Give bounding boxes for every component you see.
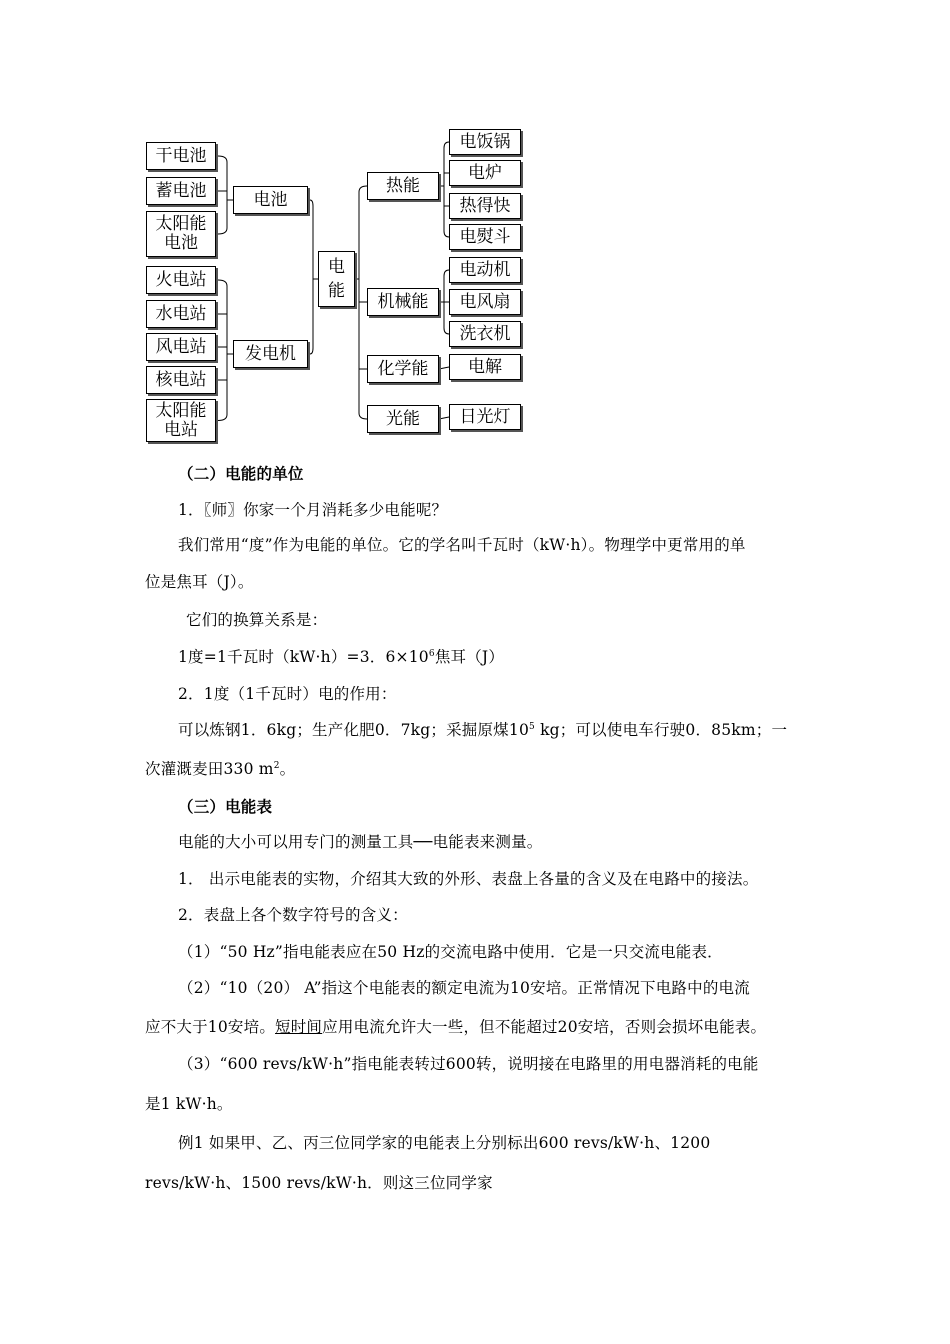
use-group-box: 光能 — [367, 405, 439, 433]
text-run: 可以炼钢1．6kg；生产化肥0．7kg；采掘原煤10 — [178, 721, 529, 739]
exponent: 6 — [428, 649, 435, 659]
use-group-box: 机械能 — [367, 288, 439, 316]
section-3-heading: （三）电能表 — [178, 797, 273, 816]
center-node-box: 电 能 — [318, 251, 355, 307]
paragraph: 2．表盘上各个数字符号的含义： — [178, 906, 408, 924]
bracket-line — [218, 156, 227, 234]
formula-text: 焦耳（J） — [434, 648, 505, 666]
paragraph: 1．〖师〗你家一个月消耗多少电能呢？ — [178, 501, 448, 519]
source-item-box: 太阳能 电池 — [146, 211, 216, 257]
exponent: 2 — [273, 761, 280, 771]
use-item-box: 电风扇 — [449, 289, 521, 315]
use-item-box: 电动机 — [449, 257, 521, 283]
paragraph: （3）“600 revs/kW·h”指电能表转过600转，说明接在电路里的用电器消耗的电能 — [178, 1055, 759, 1073]
use-item-box: 电熨斗 — [449, 224, 521, 250]
use-group-box: 化学能 — [367, 355, 439, 383]
paragraph: 是1 kW·h。 — [145, 1095, 233, 1113]
source-item-box: 风电站 — [146, 333, 216, 361]
text-run: 应不大于10安培。 — [145, 1018, 276, 1036]
text-run: kg；可以使电车行驶0．85km；一 — [534, 721, 788, 739]
use-group-box: 热能 — [367, 172, 439, 200]
formula-text: 1度=1千瓦时（kW·h）=3．6×10 — [178, 648, 429, 666]
paragraph: revs/kW·h、1500 revs/kW·h．则这三位同学家 — [145, 1174, 493, 1192]
text-run: 。 — [279, 760, 296, 778]
source-item-box: 太阳能 电站 — [146, 399, 216, 442]
source-item-box: 蓄电池 — [146, 177, 216, 205]
text-run: 应用电流允许大一些，但不能超过20安培，否则会损坏电能表。 — [322, 1018, 767, 1036]
use-item-box: 电解 — [449, 354, 521, 380]
paragraph-line — [178, 718, 787, 740]
paragraph-line — [145, 757, 295, 779]
bracket-line — [439, 367, 449, 369]
paragraph: 2．1度（1千瓦时）电的作用： — [178, 685, 397, 703]
underlined-text: 短时间 — [275, 1018, 323, 1036]
use-item-box: 热得快 — [449, 193, 521, 219]
paragraph: 它们的换算关系是： — [186, 611, 328, 629]
section-2-heading: （二）电能的单位 — [178, 464, 304, 483]
source-group-box: 发电机 — [233, 340, 308, 368]
formula-line — [178, 645, 504, 667]
paragraph: 例1 如果甲、乙、丙三位同学家的电能表上分别标出600 revs/kW·h、1200 — [178, 1134, 711, 1152]
use-item-box: 电炉 — [449, 160, 521, 186]
paragraph-line — [145, 1015, 766, 1037]
source-item-box: 干电池 — [146, 142, 216, 170]
use-item-box: 日光灯 — [449, 404, 521, 430]
use-item-box: 电饭锅 — [449, 129, 521, 155]
paragraph: 位是焦耳（J）。 — [145, 573, 254, 591]
paragraph: 电能的大小可以用专门的测量工具──电能表来测量。 — [178, 833, 543, 851]
exponent: 5 — [529, 722, 535, 732]
source-item-box: 核电站 — [146, 366, 216, 394]
paragraph: （2）“10（20） A”指这个电能表的额定电流为10安培。正常情况下电路中的电流 — [178, 979, 750, 997]
bracket-line — [439, 417, 449, 419]
text-run: 次灌溉麦田330 m — [145, 760, 274, 778]
source-item-box: 火电站 — [146, 266, 216, 294]
source-item-box: 水电站 — [146, 300, 216, 328]
bracket-line — [218, 280, 227, 421]
paragraph: 我们常用“度”作为电能的单位。它的学名叫千瓦时（kW·h）。物理学中更常用的单 — [178, 536, 746, 554]
use-item-box: 洗衣机 — [449, 321, 521, 347]
source-group-box: 电池 — [233, 186, 308, 214]
bracket-line — [444, 142, 449, 237]
paragraph: 1． 出示电能表的实物，介绍其大致的外形、表盘上各量的含义及在电路中的接法。 — [178, 870, 759, 888]
bracket-line — [310, 200, 313, 354]
paragraph: （1）“50 Hz”指电能表应在50 Hz的交流电路中使用．它是一只交流电能表． — [178, 943, 723, 961]
